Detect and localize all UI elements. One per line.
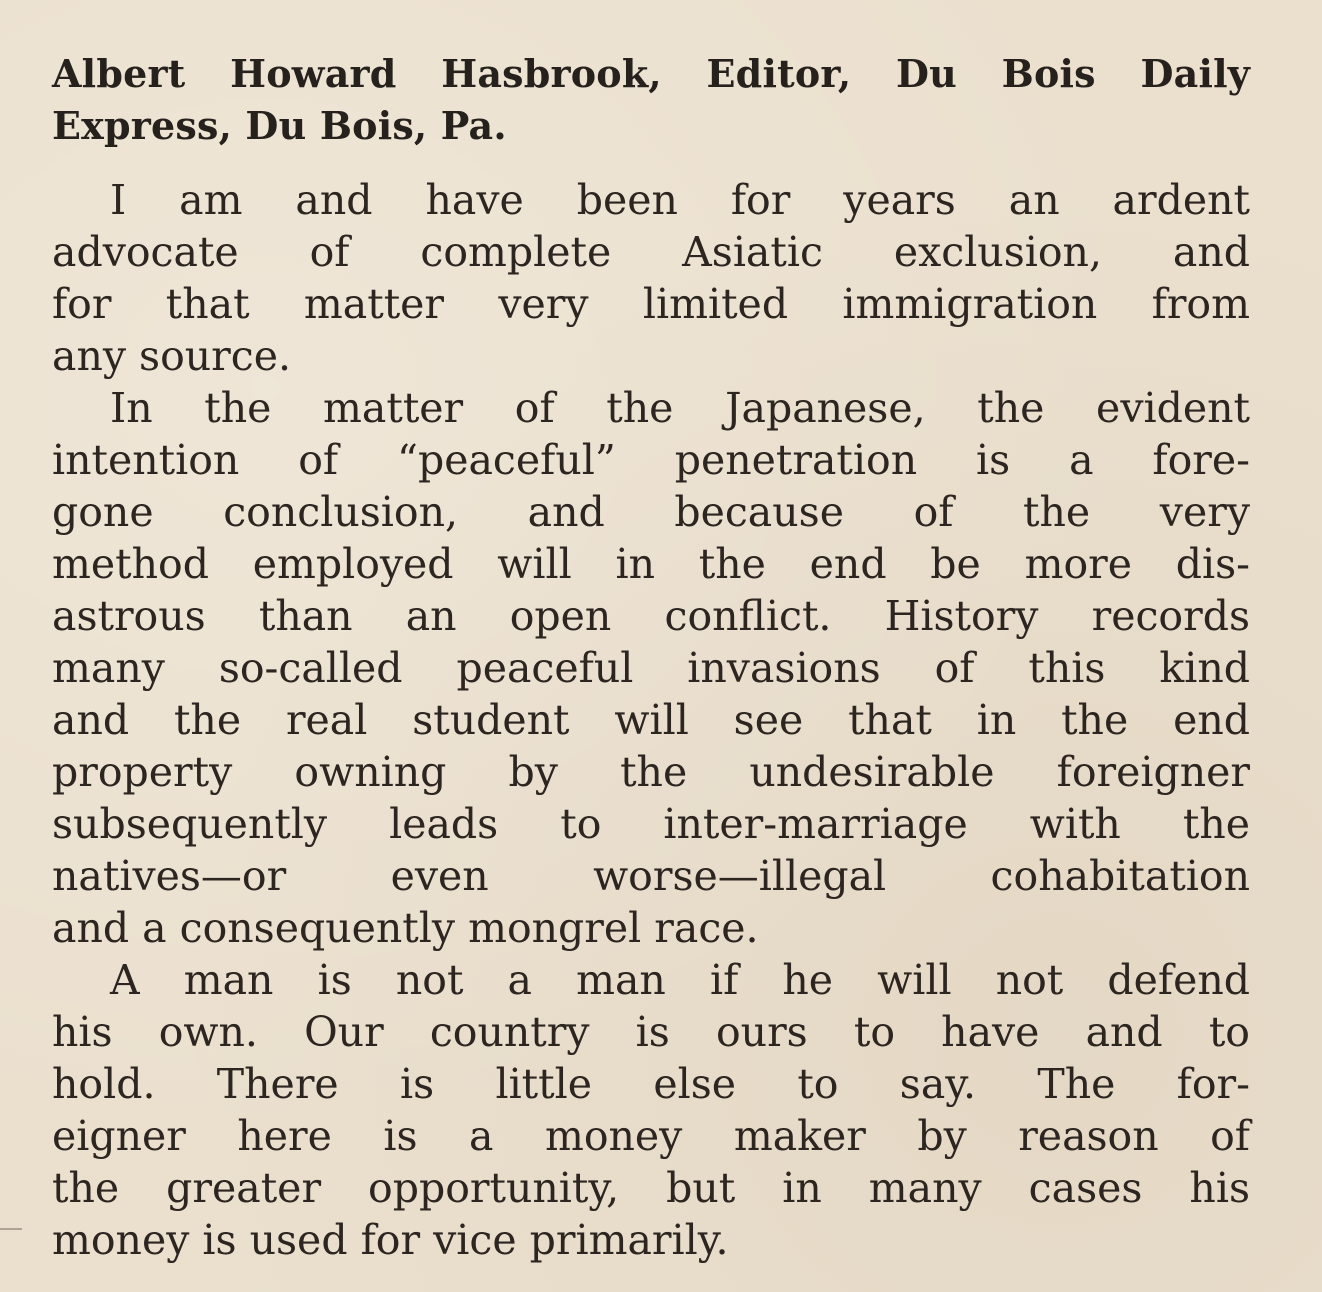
text-line: In the matter of the Japanese, the evident — [110, 384, 1250, 432]
text-line: for that matter very limited immigration from — [52, 280, 1250, 328]
text-line: subsequently leads to inter-marriage with the — [52, 800, 1250, 848]
text-line: eigner here is a money maker by reason of — [52, 1112, 1250, 1160]
text-line: I am and have been for years an ardent — [110, 176, 1250, 224]
text-line: gone conclusion, and because of the very — [52, 488, 1250, 536]
text-line: his own. Our country is ours to have and to — [52, 1008, 1250, 1056]
text-line: hold. There is little else to say. The for- — [52, 1060, 1250, 1108]
text-line: any source. — [52, 332, 292, 380]
text-line: natives—or even worse—illegal cohabitation — [52, 852, 1250, 900]
article-heading — [52, 48, 1250, 152]
text-line: money is used for vice primarily. — [52, 1216, 729, 1264]
paragraph — [52, 174, 1250, 382]
paragraph — [52, 382, 1250, 954]
text-line: the greater opportunity, but in many cases his — [52, 1164, 1250, 1212]
text-line: method employed will in the end be more dis- — [52, 540, 1250, 588]
heading-line: Albert Howard Hasbrook, Editor, Du Bois Daily — [52, 51, 1250, 96]
scan-artifact-mark — [0, 1228, 22, 1230]
text-line: and the real student will see that in the end — [52, 696, 1250, 744]
text-line: property owning by the undesirable foreigner — [52, 748, 1250, 796]
paragraph — [52, 954, 1250, 1266]
text-line: many so-called peaceful invasions of this kind — [52, 644, 1250, 692]
text-line: and a consequently mongrel race. — [52, 904, 759, 952]
text-line: A man is not a man if he will not defend — [110, 956, 1250, 1004]
text-line: astrous than an open conflict. History records — [52, 592, 1250, 640]
heading-line: Express, Du Bois, Pa. — [52, 103, 507, 148]
text-line: intention of “peaceful” penetration is a fore- — [52, 436, 1250, 484]
text-line: advocate of complete Asiatic exclusion, and — [52, 228, 1250, 276]
